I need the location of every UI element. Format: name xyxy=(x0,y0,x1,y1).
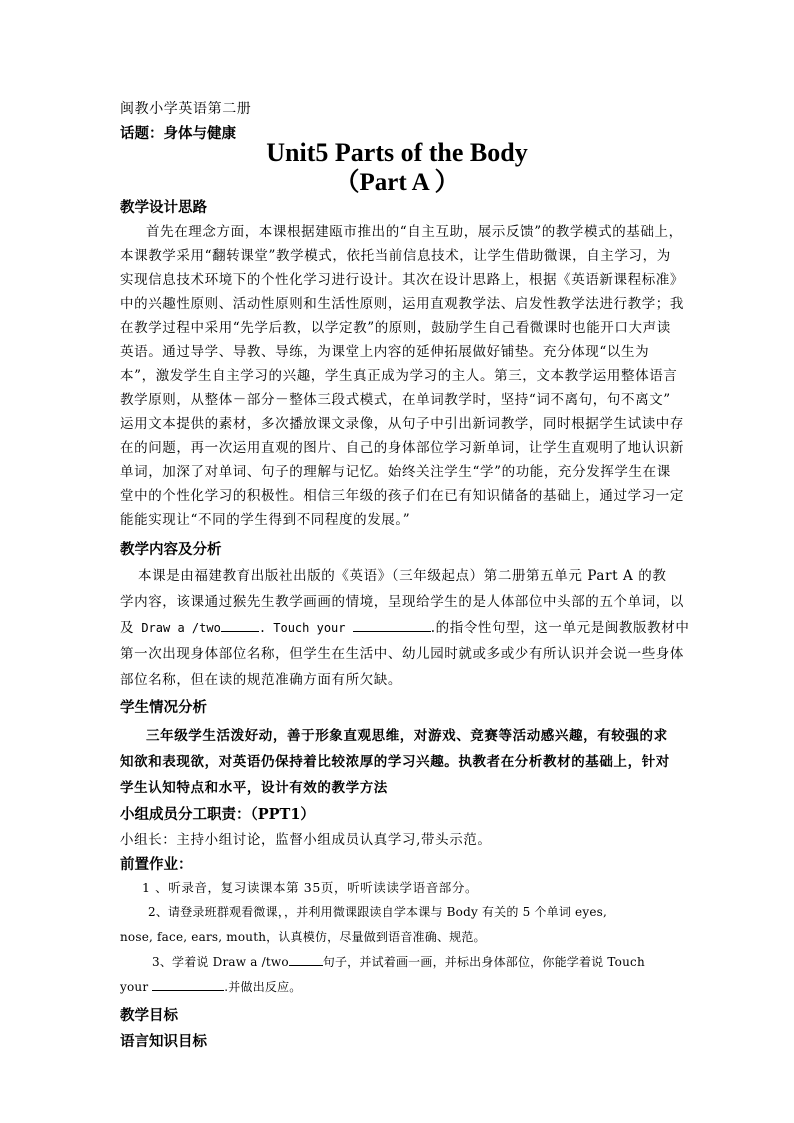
paragraph-line: 本”，激发学生自主学习的兴趣，学生真正成为学习的主人。第三，文本教学运用整体语言 xyxy=(120,368,678,384)
fill-blank xyxy=(289,953,323,966)
prework-item-2: 2、请登录班群观看微课，，并利用微课跟读自学本课与 Body 有关的 5 个单词 eyes, xyxy=(148,905,608,919)
text-segment: 3、学着说 Draw a /two xyxy=(152,955,289,969)
paragraph-line: 能能实现让“不同的学生得到不同程度的发展。” xyxy=(120,512,411,528)
paragraph-line xyxy=(120,616,690,636)
paragraph-line: 本课是由福建教育出版社出版的《英语》（三年级起点）第二册第五单元 Part A 的教 xyxy=(138,568,667,584)
section-heading-design: 教学设计思路 xyxy=(120,199,207,216)
fill-blank xyxy=(353,619,431,632)
part-title: （Part A ） xyxy=(334,169,460,196)
paragraph-line: 在的问题，再一次运用直观的图片、自己的身体部位学习新单词，让学生直观明了地认识新 xyxy=(120,440,684,456)
paragraph-line: 英语。通过导学、导教、导练，为课堂上内容的延伸拓展做好铺垫。充分体现“以生为 xyxy=(120,344,650,360)
paragraph-line: 首先在理念方面，本课根据建瓯市推出的“自主互助，展示反馈”的教学模式的基础上， xyxy=(146,224,683,240)
section-subheading-language: 语言知识目标 xyxy=(120,1033,207,1050)
paragraph-line: 堂中的个性化学习的积极性。相信三年级的孩子们在已有知识储备的基础上，通过学习一定 xyxy=(120,488,684,504)
roles-text: 小组长：主持小组讨论，监督小组成员认真学习,带头示范。 xyxy=(120,832,492,848)
fill-blank xyxy=(221,619,259,632)
text-segment: 句子，并试着画一画，并标出身体部位，你能学着说 Touch xyxy=(322,955,645,969)
paragraph-line: 中的兴趣性原则、活动性原则和生活性原则，运用直观教学法、启发性教学法进行教学；我 xyxy=(120,296,684,312)
text-segment: Draw a /two xyxy=(134,621,221,635)
paragraph-line: 部位名称，但在读的规范准确方面有所欠缺。 xyxy=(120,672,402,688)
book-label: 闽教小学英语第二册 xyxy=(120,101,252,117)
prework-item-3 xyxy=(152,953,712,970)
paragraph-line: 单词，加深了对单词、句子的理解与记忆。始终关注学生“学”的功能，充分发挥学生在课 xyxy=(120,464,671,480)
text-segment: . Touch your xyxy=(258,621,353,635)
paragraph-line: 学生认知特点和水平，设计有效的教学方法 xyxy=(120,780,388,796)
text-segment: 及 xyxy=(120,620,135,636)
prework-item-1: 1 、听录音，复习读课本第 35页，听听读读学语音部分。 xyxy=(142,880,479,895)
text-segment: your xyxy=(120,980,153,994)
section-heading-roles: 小组成员分工职责：（PPT1） xyxy=(120,806,315,823)
topic-label: 话题：身体与健康 xyxy=(120,125,236,142)
paragraph-line: 第一次出现身体部位名称，但学生在生活中、幼儿园时就或多或少有所认识并会说一些身体 xyxy=(120,646,684,662)
paragraph-line: 教学原则，从整体－部分－整体三段式模式，在单词教学时，坚持“词不离句，句不离文” xyxy=(120,392,671,408)
section-heading-students: 学生情况分析 xyxy=(120,699,207,716)
paragraph-line: 知欲和表现欲，对英语仍保持着比较浓厚的学习兴趣。执教者在分析教材的基础上，针对 xyxy=(120,754,670,770)
section-heading-prework: 前置作业： xyxy=(120,856,193,873)
unit-title: Unit5 Parts of the Body xyxy=(266,138,528,167)
paragraph-line: 本课教学采用“翻转课堂”教学模式，依托当前信息技术，让学生借助微课，自主学习，为 xyxy=(120,248,671,264)
paragraph-line: 在教学过程中采用“先学后教，以学定教”的原则，鼓励学生自己看微课时也能开口大声读 xyxy=(120,320,671,336)
fill-blank xyxy=(152,978,224,991)
section-heading-content: 教学内容及分析 xyxy=(120,541,222,558)
paragraph-line: 运用文本提供的素材，多次播放课文录像，从句子中引出新词教学，同时根据学生试读中存 xyxy=(120,416,684,432)
paragraph-line: 学内容，该课通过猴先生教学画画的情境，呈现给学生的是人体部位中头部的五个单词，以 xyxy=(120,594,684,610)
paragraph-line: 三年级学生活泼好动，善于形象直观思维，对游戏、竞赛等活动感兴趣，有较强的求 xyxy=(146,728,668,744)
prework-item-3-cont xyxy=(120,978,680,995)
text-segment: .并做出反应。 xyxy=(224,980,302,994)
prework-item-2-cont: nose, face, ears, mouth，认真模仿，尽量做到语音准确、规范。 xyxy=(120,930,486,944)
text-segment: .的指令性句型，这一单元是闽教版教材中 xyxy=(430,620,690,636)
paragraph-line: 实现信息技术环境下的个性化学习进行设计。其次在设计思路上，根据《英语新课程标准》 xyxy=(120,272,684,288)
section-heading-goals: 教学目标 xyxy=(120,1007,178,1024)
